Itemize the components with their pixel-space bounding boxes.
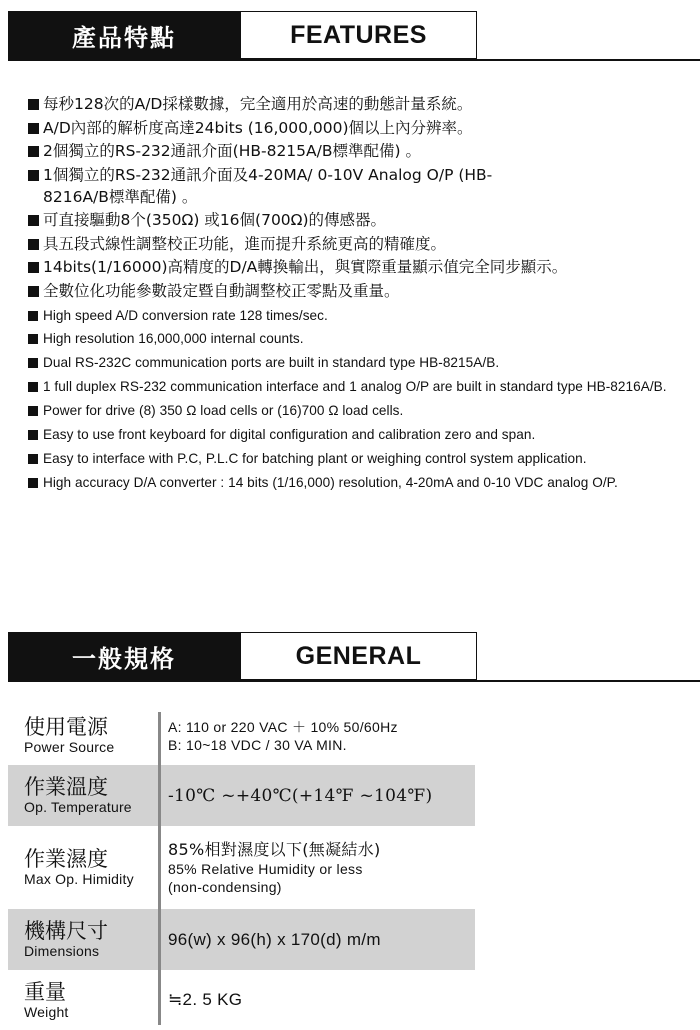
feature-item: 14bits(1/16000)高精度的D/A轉換輸出，與實際重量顯示值完全同步顯示。: [28, 256, 603, 278]
spec-row-temperature: [8, 765, 475, 826]
spec-label: 重量 Weight: [24, 979, 69, 1020]
feature-item: 可直接驅動8个(350Ω) 或16個(700Ω)的傳感器。: [28, 209, 688, 231]
bullet-icon: [28, 358, 38, 368]
spec-row-weight: [8, 970, 475, 1030]
spec-label: 作業濕度 Max Op. Himidity: [24, 847, 134, 887]
spec-row-dimensions: [8, 909, 475, 970]
bullet-icon: [28, 311, 38, 321]
specs-divider: [158, 712, 161, 1025]
spec-value: A: 110 or 220 VAC ＋ 10% 50/60Hz B: 10~18 VDC / 30 VA MIN.: [168, 718, 398, 753]
bullet-icon: [28, 262, 39, 273]
spec-label: 使用電源 Power Source: [24, 715, 115, 755]
feature-item: High speed A/D conversion rate 128 times/sec.: [28, 306, 688, 326]
bullet-icon: [28, 382, 38, 392]
bullet-icon: [28, 334, 38, 344]
spec-label: 作業溫度 Op. Temperature: [24, 775, 132, 815]
bullet-icon: [28, 123, 39, 134]
feature-item: Easy to interface with P.C, P.L.C for batching plant or weighing control system application.: [28, 449, 643, 469]
bullet-icon: [28, 286, 39, 297]
bullet-icon: [28, 406, 38, 416]
features-title-en: FEATURES: [240, 11, 477, 59]
bullet-icon: [28, 239, 39, 250]
feature-item: 全數位化功能參數設定暨自動調整校正零點及重量。: [28, 280, 688, 302]
feature-item: 1個獨立的RS-232通訊介面及4-20MA/ 0-10V Analog O/P (HB-8216A/B標準配備) 。: [28, 164, 548, 208]
feature-item: Power for drive (8) 350 Ω load cells or (16)700 Ω load cells.: [28, 401, 688, 421]
bullet-icon: [28, 454, 38, 464]
feature-item: 1 full duplex RS-232 communication interface and 1 analog O/P are built in standard type HB-8216A/B.: [28, 377, 688, 397]
general-title-zh: 一般規格: [8, 632, 240, 680]
general-title-en: GENERAL: [240, 632, 477, 680]
spec-value: 85%相對濕度以下(無凝結水) 85% Relative Humidity or less (non-condensing): [168, 839, 381, 895]
features-header: [8, 11, 477, 59]
feature-item: 具五段式線性調整校正功能，進而提升系統更高的精確度。: [28, 233, 688, 255]
features-list: [28, 93, 688, 492]
general-header: [8, 632, 477, 680]
spec-row-humidity: [8, 826, 475, 909]
spec-label: 機構尺寸 Dimensions: [24, 919, 108, 959]
feature-item: Dual RS-232C communication ports are built in standard type HB-8215A/B.: [28, 353, 688, 373]
spec-value: ≒2. 5 KG: [168, 990, 243, 1009]
spec-row-power: [8, 706, 475, 765]
feature-item: A/D內部的解析度高達24bits (16,000,000)個以上內分辨率。: [28, 117, 688, 139]
spec-value: 96(w) x 96(h) x 170(d) m/m: [168, 929, 381, 949]
bullet-icon: [28, 170, 39, 181]
specs-table: [8, 706, 475, 1030]
features-header-rule: [8, 59, 700, 61]
feature-item: Easy to use front keyboard for digital configuration and calibration zero and span.: [28, 425, 688, 445]
feature-item: High accuracy D/A converter : 14 bits (1/16,000) resolution, 4-20mA and 0-10 VDC analog O/P.: [28, 473, 688, 493]
general-header-rule: [8, 680, 700, 682]
feature-item: 每秒128次的A/D採樣數據，完全適用於高速的動態計量系統。: [28, 93, 688, 115]
bullet-icon: [28, 146, 39, 157]
bullet-icon: [28, 99, 39, 110]
features-title-zh: 產品特點: [8, 11, 240, 59]
spec-value: -10℃ ~+40℃(+14℉ ~104℉): [168, 785, 433, 806]
bullet-icon: [28, 430, 38, 440]
bullet-icon: [28, 215, 39, 226]
feature-item: 2個獨立的RS-232通訊介面(HB-8215A/B標準配備) 。: [28, 140, 688, 162]
bullet-icon: [28, 478, 38, 488]
feature-item: High resolution 16,000,000 internal counts.: [28, 329, 688, 349]
